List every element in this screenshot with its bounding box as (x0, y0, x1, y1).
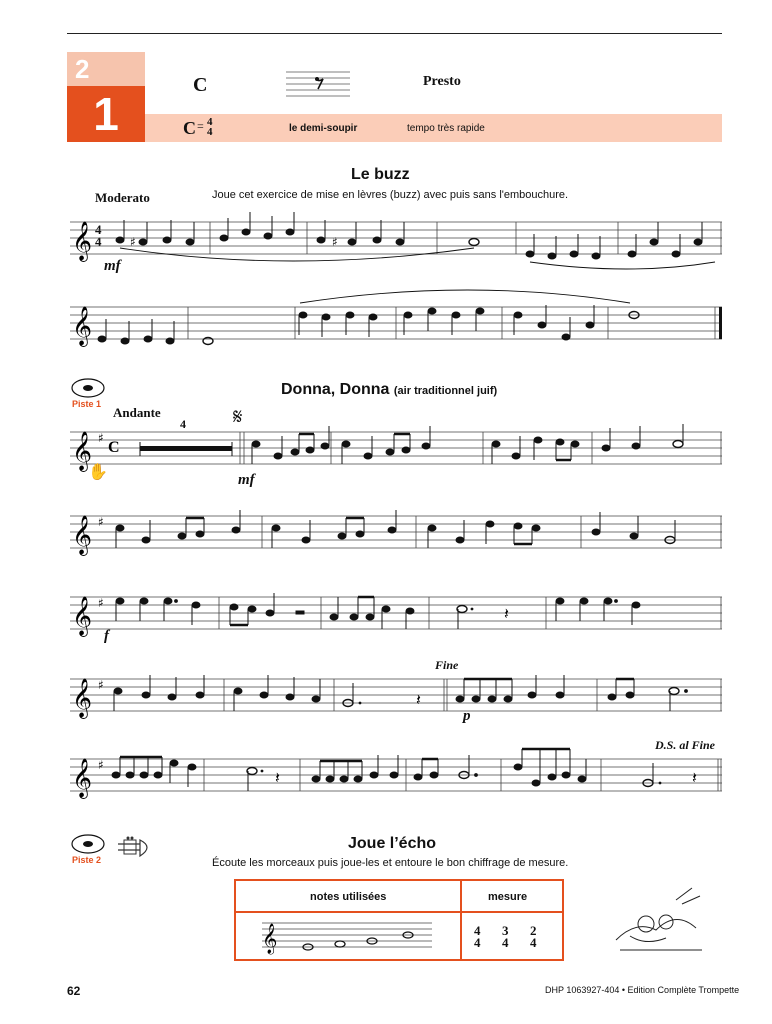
buzz-dynamic: mf (104, 258, 121, 274)
ds-al-fine: D.S. al Fine (655, 738, 716, 752)
track-label-2: Piste 2 (72, 855, 102, 865)
svg-text:𝄞: 𝄞 (72, 221, 93, 261)
buzz-staff-2 (70, 303, 722, 353)
buzz-staff-1 (70, 218, 722, 268)
table-divider (460, 881, 462, 959)
svg-text:𝄞: 𝄞 (72, 596, 93, 636)
measure-table (234, 879, 564, 961)
top-rule (67, 33, 722, 34)
donna-staff-4 (70, 675, 722, 725)
footer-credit: DHP 1063927-404 • Edition Complète Trompette (545, 985, 740, 995)
svg-text:𝄞: 𝄞 (72, 678, 93, 718)
donna-dynamic-p: p (463, 708, 471, 724)
tempo-description: tempo très rapide (407, 123, 485, 134)
time-den: 4 (207, 126, 213, 138)
donna-staff-5 (70, 755, 722, 805)
col-notes-header: notes utilisées (310, 891, 387, 903)
svg-text:♯: ♯ (98, 431, 104, 445)
svg-text:𝄞: 𝄞 (72, 431, 93, 471)
level-badge-2: 2 (67, 52, 145, 86)
svg-text:𝄞: 𝄞 (72, 306, 93, 346)
donna-staff-1 (70, 428, 722, 478)
common-time-symbol: C (193, 74, 208, 96)
trumpet-icon (114, 832, 158, 862)
measure-option-2[interactable] (502, 925, 509, 949)
cd-icon-2[interactable] (70, 833, 106, 855)
header-time-signature (207, 117, 213, 137)
svg-text:♯: ♯ (130, 235, 136, 249)
donna-staff-3 (70, 593, 722, 643)
col-measure-header: mesure (488, 891, 528, 903)
tempo-name: Presto (423, 74, 461, 89)
option-1-num: 4 (474, 923, 481, 938)
donna-title-text: Donna, Donna (281, 381, 390, 398)
svg-text:𝄽: 𝄽 (692, 768, 697, 787)
measure-option-1[interactable] (474, 925, 481, 949)
rest-label: le demi-soupir (289, 123, 358, 134)
svg-text:C: C (108, 439, 120, 456)
option-3-num: 2 (530, 923, 537, 938)
breath-hand-icon: ✋ (88, 464, 108, 481)
buzz-time-num: 4 (95, 222, 102, 237)
donna-dynamic-f: f (104, 628, 109, 644)
svg-text:𝄞: 𝄞 (72, 515, 93, 555)
donna-subtitle: (air traditionnel juif) (393, 385, 498, 397)
segno-sign: 𝄋 (233, 404, 243, 429)
buzz-title: Le buzz (351, 166, 410, 183)
svg-text:𝄽: 𝄽 (504, 604, 509, 623)
cd-icon[interactable] (70, 377, 106, 399)
rest-count: 4 (180, 417, 186, 431)
svg-text:𝄞: 𝄞 (72, 758, 93, 798)
donna-title (281, 381, 497, 399)
buzz-instruction: Joue cet exercice de mise en lèvres (buzz) avec puis sans l'embouchure. (212, 189, 569, 201)
svg-text:𝄞: 𝄞 (262, 924, 278, 954)
option-2-num: 3 (502, 923, 509, 938)
option-2-den: 4 (502, 935, 509, 950)
echo-instruction: Écoute les morceaux puis joue-les et entoure le bon chiffrage de mesure. (212, 857, 569, 869)
time-equals: = (197, 119, 204, 133)
donna-tempo: Andante (113, 405, 161, 420)
donna-staff-2 (70, 512, 722, 562)
svg-text:𝄽: 𝄽 (416, 690, 421, 709)
svg-text:♯: ♯ (98, 596, 104, 610)
donna-dynamic-mf: mf (238, 472, 255, 488)
measure-option-3[interactable] (530, 925, 537, 949)
common-time-symbol-small: C (183, 118, 196, 138)
svg-text:♯: ♯ (98, 678, 104, 692)
svg-text:♯: ♯ (98, 758, 104, 772)
cartoon-illustration (606, 880, 710, 960)
svg-text:𝄽: 𝄽 (275, 768, 280, 787)
track-label-1: Piste 1 (72, 399, 102, 409)
buzz-time-den: 4 (95, 234, 102, 249)
time-num: 4 (207, 116, 213, 128)
rest-staff (286, 70, 350, 100)
level-badge-1: 1 (67, 86, 145, 142)
svg-text:♯: ♯ (98, 515, 104, 529)
echo-title: Joue l’écho (348, 835, 437, 852)
notes-used-staff (262, 919, 432, 953)
buzz-tempo: Moderato (95, 190, 150, 205)
page-number: 62 (67, 984, 81, 998)
svg-text:♯: ♯ (332, 235, 338, 249)
option-1-den: 4 (474, 935, 481, 950)
fine-mark: Fine (435, 658, 459, 672)
option-3-den: 4 (530, 935, 537, 950)
